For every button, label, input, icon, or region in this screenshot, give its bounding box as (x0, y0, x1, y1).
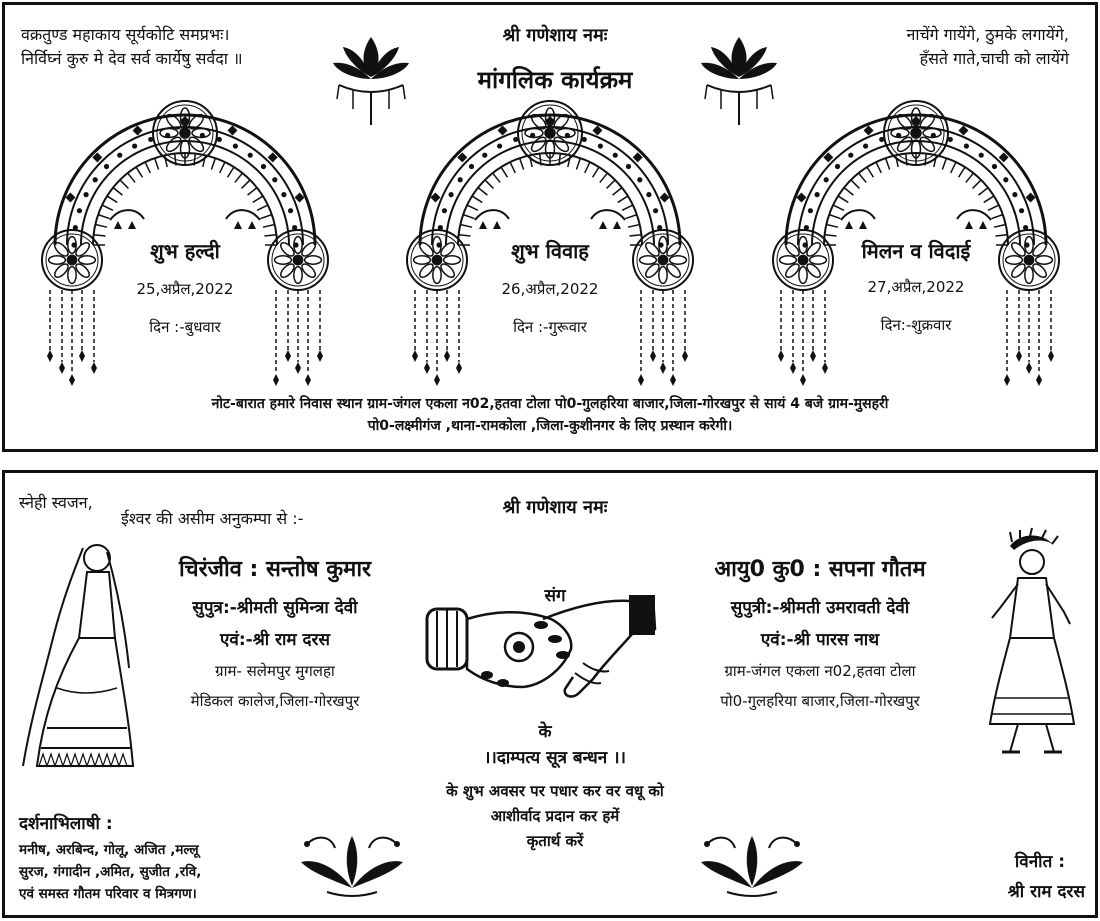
bride-mother: सुपुत्री:-श्रीमती उमरावती देवी (730, 598, 910, 618)
vinit-name: श्री राम दरस (1007, 882, 1085, 902)
note-line-2: पो0-लक्ष्मीगंज ,थाना-रामकोला ,जिला-कुशीनगर के लिए प्रस्थान करेगी। (367, 418, 733, 434)
event-title-vidai: मिलन व विदाई (861, 239, 971, 263)
lotus-icon (331, 29, 411, 129)
bottom-invitation-card (2, 470, 1098, 918)
page-title: मांगलिक कार्यक्रम (477, 66, 633, 94)
request-line-1: के शुभ अवसर पर पधार कर वर वधू को (446, 782, 664, 800)
bride-father: एवं:-श्री पारस नाथ (760, 630, 880, 650)
shloka-line-2: निर्विघ्नं कुरु मे देव सर्व कार्येषु सर्वदा ॥ (21, 49, 243, 68)
dampatya-bandhan: ।।दाम्पत्य सूत्र बन्धन ।। (483, 748, 626, 768)
top-invitation-card (2, 2, 1098, 452)
groom-mother: सुपुत्र:-श्रीमती सुमिन्त्रा देवी (192, 598, 358, 618)
bride-name: आयु0 कु0 : सपना गौतम (714, 557, 926, 582)
ke-label: के (538, 722, 552, 742)
baraat-note (45, 393, 1055, 437)
song-block (785, 23, 1069, 71)
shloka-line-1: वक्रतुण्ड महाकाय सूर्यकोटि समप्रभः। (21, 25, 230, 44)
groom-father: एवं:-श्री राम दरस (220, 630, 330, 650)
blessing-line: ईश्वर की असीम अनुकम्पा से :- (121, 509, 304, 528)
sang-label: संग (544, 586, 566, 606)
groom-village: ग्राम- सलेमपुर मुगलहा (215, 662, 335, 680)
darshan-line-3: एवं समस्त गौतम परिवार व मित्रगण। (19, 886, 197, 902)
groom-address: मेडिकल कालेज,जिला-गोरखपुर (190, 692, 360, 710)
note-line-1: नोट-बारात हमारे निवास स्थान ग्राम-जंगल एकला न02,हतवा टोला पो0-गुलहरिया बाजार,जिला-गोरखपुर से सायं 4 बजे ग्राम-मुसहरी (211, 396, 889, 412)
shloka-block (21, 23, 321, 71)
bride-village: ग्राम-जंगल एकला न02,हतवा टोला (724, 662, 916, 680)
floral-ornament-icon (297, 828, 407, 898)
request-line-2: आशीर्वाद प्रदान कर हमें (490, 807, 620, 825)
request-block (385, 779, 725, 854)
event-date-vidai: 27,अप्रैल,2022 (867, 278, 965, 296)
bride-address: पो0-गुलहरिया बाजार,जिला-गोरखपुर (720, 692, 920, 710)
vinit-title: विनीत : (1014, 852, 1065, 872)
event-date-haldi: 25,अप्रैल,2022 (136, 280, 234, 298)
event-title-vivah: शुभ विवाह (511, 239, 589, 263)
ganesh-invocation-2: श्री गणेशाय नमः (502, 497, 608, 518)
song-line-1: नाचेंगे गायेंगे, ठुमके लगायेंगे, (906, 25, 1069, 44)
event-day-haldi: दिन :-बुधवार (149, 318, 221, 336)
event-title-haldi: शुभ हल्दी (150, 239, 220, 263)
groom-illustration-icon (980, 528, 1080, 758)
darshan-line-2: सुरज, गंगादीन ,अमित, सुजीत ,रवि, (19, 864, 202, 880)
song-line-2: हँसते गाते,चाची को लायेंगे (919, 49, 1069, 68)
darshan-title: दर्शनाभिलाषी : (19, 814, 113, 834)
event-date-vivah: 26,अप्रैल,2022 (501, 280, 599, 298)
greeting: स्नेही स्वजन, (19, 493, 93, 512)
lotus-icon (699, 29, 779, 129)
ganesh-invocation: श्री गणेशाय नमः (502, 25, 608, 46)
darshan-line-1: मनीष, अरबिन्द, गोलू, अजित ,मल्लू (19, 842, 199, 858)
request-line-3: कृतार्थ करें (526, 832, 584, 850)
darshan-names (19, 839, 289, 905)
event-day-vidai: दिन:-शुक्रवार (880, 316, 952, 334)
holding-hands-icon (423, 589, 663, 709)
groom-name: चिरंजीव : सन्तोष कुमार (178, 557, 372, 582)
floral-ornament-icon (697, 828, 807, 898)
event-day-vivah: दिन :-गुरूवार (513, 318, 587, 336)
